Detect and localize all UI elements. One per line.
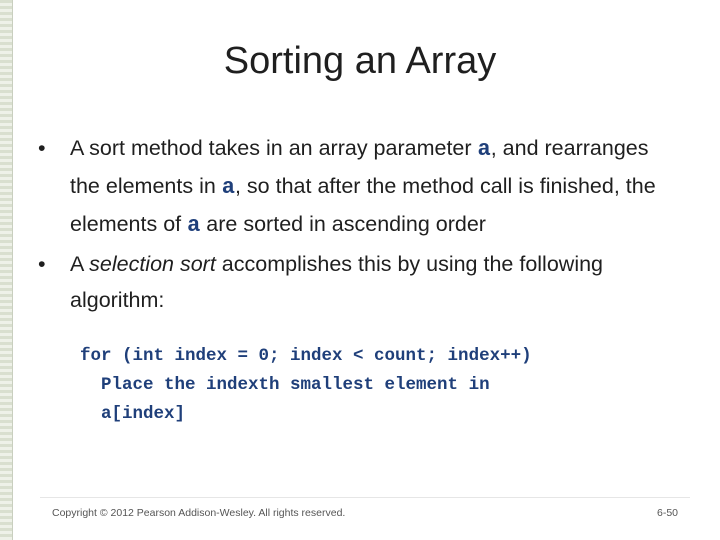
inline-code-a: a — [221, 175, 235, 200]
bullet-marker: • — [38, 252, 46, 276]
algorithm-code-block — [80, 342, 532, 429]
code-line: for (int index = 0; index < count; index++) — [80, 346, 532, 366]
emphasis-selection-sort: selection sort — [89, 252, 216, 276]
bullet-item-selection-sort — [38, 246, 678, 318]
bullet-text: accomplishes this by using the following algorithm: — [70, 252, 604, 312]
bullet-text: are sorted in ascending order — [200, 212, 486, 236]
inline-code-a: a — [477, 137, 491, 162]
slide-page-number: 6-50 — [656, 507, 678, 519]
code-line: Place the indexth smallest element in — [80, 375, 490, 395]
footer-copyright: Copyright © 2012 Pearson Addison-Wesley. All rights reserved. — [52, 507, 346, 519]
inline-code-a: a — [187, 213, 201, 238]
code-line: a[index] — [80, 404, 186, 424]
bullet-text: , and rearranges the elements in — [70, 136, 649, 198]
bullet-text: A sort method takes in an array parameter — [70, 136, 478, 160]
bullet-text: A — [70, 252, 90, 276]
bullet-list — [38, 130, 678, 320]
bullet-item-sort-method — [38, 130, 678, 244]
bullet-marker: • — [38, 136, 46, 160]
slide-title: Sorting an Array — [223, 40, 497, 82]
bullet-text: , so that after the method call is finished, the elements of — [70, 174, 656, 236]
footer-divider — [40, 497, 690, 498]
